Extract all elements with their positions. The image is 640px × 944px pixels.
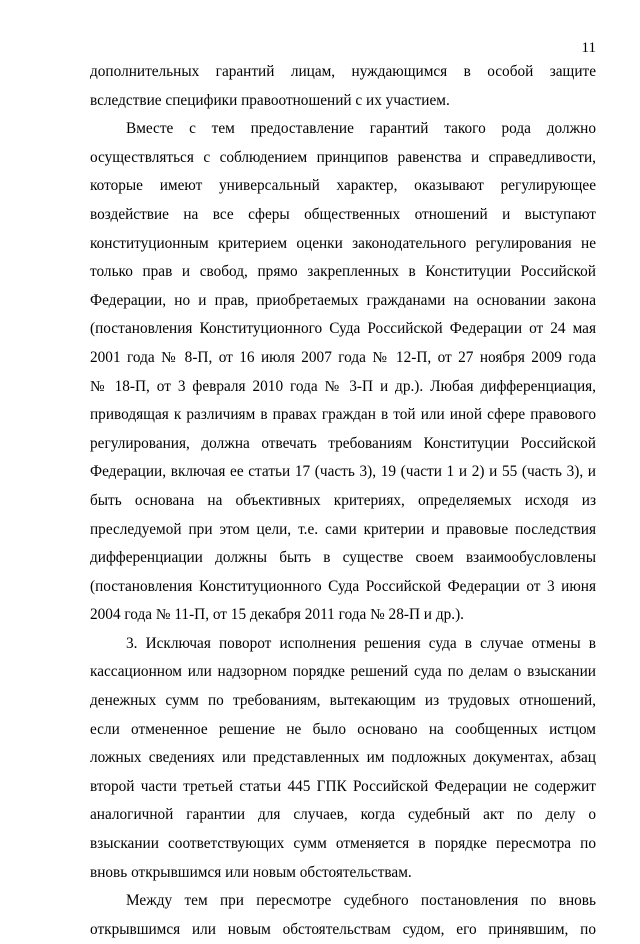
text-line: преследуемой при этом цели, т.е. сами критерии и правовые последствия xyxy=(90,520,596,538)
text-line: только прав и свобод, прямо закрепленных в Конституции Российской xyxy=(90,263,596,281)
text-line: которые имеют универсальный характер, оказывают регулирующее xyxy=(90,177,596,195)
text-line: дополнительных гарантий лицам, нуждающимся в особой защите xyxy=(90,63,596,80)
page-number: 11 xyxy=(581,40,596,56)
document-body xyxy=(90,58,596,944)
text-line: Между тем при пересмотре судебного постановления по вновь xyxy=(126,892,596,910)
paragraph xyxy=(90,58,596,115)
text-line: Вместе с тем предоставление гарантий такого рода должно xyxy=(126,120,596,138)
text-line: кассационном или надзорном порядке решений суда по делам о взыскании xyxy=(90,663,596,681)
text-line: (постановления Конституционного Суда Российской Федерации от 24 мая xyxy=(90,320,596,338)
text-line: если отмененное решение не было основано на сообщенных истцом xyxy=(90,720,596,738)
text-line: быть основана на объективных критериях, определяемых исходя из xyxy=(90,491,596,509)
text-line: Федерации, включая ее статьи 17 (часть 3), 19 (части 1 и 2) и 55 (часть 3), и xyxy=(90,463,596,481)
text-line: приводящая к различиям в правах граждан в той или иной сфере правового xyxy=(90,406,596,424)
text-line: ложных сведениях или представленных им подложных документах, абзац xyxy=(90,749,596,767)
text-line: Федерации, но и прав, приобретаемых гражданами на основании закона xyxy=(90,291,596,309)
text-line: (постановления Конституционного Суда Российской Федерации от 3 июня xyxy=(90,577,596,595)
text-line: регулирования, должна отвечать требованиям Конституции Российской xyxy=(90,434,596,452)
text-line: денежных сумм по требованиям, вытекающим из трудовых отношений, xyxy=(90,692,596,710)
text-line: дифференциации должны быть в существе своем взаимообусловлены xyxy=(90,549,596,567)
paragraph xyxy=(90,887,596,944)
paragraph xyxy=(90,115,596,630)
text-line: конституционным критерием оценки законодательного регулирования не xyxy=(90,234,596,252)
text-line: второй части третьей статьи 445 ГПК Российской Федерации не содержит xyxy=(90,777,596,795)
text-line: 2001 года № 8-П, от 16 июля 2007 года № 12-П, от 27 ноября 2009 года xyxy=(90,348,596,366)
text-line: взыскании соответствующих сумм отменяется в порядке пересмотра по xyxy=(90,835,596,853)
text-line: 2004 года № 11-П, от 15 декабря 2011 года № 28-П и др.). xyxy=(90,606,464,624)
text-line: 3. Исключая поворот исполнения решения суда в случае отмены в xyxy=(126,634,596,652)
text-line: аналогичной гарантии для случаев, когда судебный акт по делу о xyxy=(90,806,596,824)
text-line: вновь открывшимся или новым обстоятельствам. xyxy=(90,863,412,881)
text-line: вследствие специфики правоотношений с их участием. xyxy=(90,91,450,109)
paragraph xyxy=(90,630,596,887)
text-line: воздействие на все сферы общественных отношений и выступают xyxy=(90,205,596,223)
text-line: № 18-П, от 3 февраля 2010 года № 3-П и др.). Любая дифференциация, xyxy=(90,377,596,395)
text-line: осуществляться с соблюдением принципов равенства и справедливости, xyxy=(90,148,596,166)
text-line: открывшимся или новым обстоятельствам судом, его принявшим, по xyxy=(90,920,596,938)
